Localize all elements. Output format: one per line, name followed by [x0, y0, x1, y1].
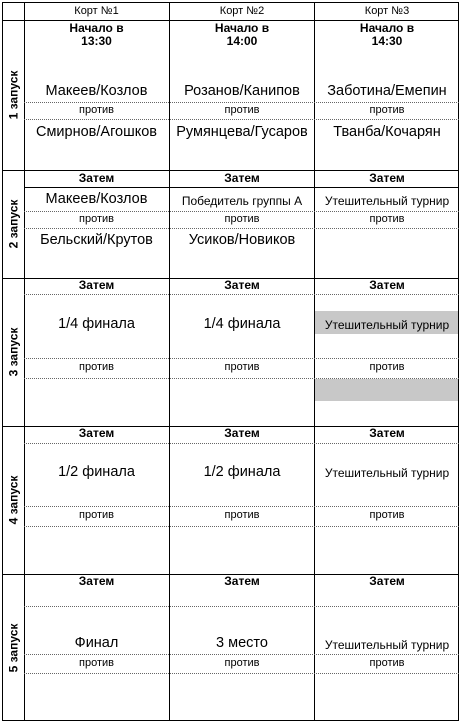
team-name: Усиков/Новиков	[188, 232, 296, 248]
round-name: 3 место	[216, 635, 268, 651]
grid-line	[169, 2, 170, 721]
round-header: Затем	[224, 172, 260, 185]
round-name: Финал	[74, 635, 119, 651]
dotted-line	[24, 654, 459, 655]
court-header-1: Корт №1	[74, 5, 119, 17]
start-label: 5 запуск	[6, 623, 21, 672]
round-header: Затем	[369, 279, 405, 292]
grid-line	[314, 2, 315, 721]
versus-label: против	[369, 104, 405, 116]
court-header-3: Корт №3	[364, 5, 410, 17]
versus-label: против	[224, 657, 260, 669]
grid-line	[2, 426, 459, 427]
round-header: Затем	[78, 279, 115, 292]
versus-label: против	[224, 361, 260, 373]
versus-label: против	[224, 213, 260, 225]
start-time: Начало в 14:30	[359, 22, 415, 48]
versus-label: против	[369, 657, 405, 669]
dotted-line	[24, 378, 459, 379]
round-header: Затем	[78, 575, 115, 588]
team-name: Розанов/Канипов	[184, 83, 300, 99]
versus-label: против	[224, 104, 260, 116]
versus-label: против	[79, 509, 114, 521]
dotted-line	[24, 294, 459, 295]
dotted-line	[24, 673, 459, 674]
dotted-line	[24, 119, 459, 120]
round-name: Утешительный турнир	[324, 318, 450, 332]
start-time: Начало в 14:00	[214, 22, 270, 48]
versus-label: против	[369, 509, 405, 521]
round-header: Затем	[369, 427, 405, 440]
start-time: Начало в 13:30	[69, 22, 124, 48]
team-name: Тванба/Кочарян	[333, 124, 441, 140]
dotted-line	[24, 358, 459, 359]
round-header: Затем	[78, 427, 115, 440]
versus-label: против	[79, 104, 114, 116]
dotted-line	[24, 506, 459, 507]
versus-label: против	[79, 657, 114, 669]
versus-label: против	[79, 361, 114, 373]
versus-label: против	[369, 213, 405, 225]
versus-label: против	[79, 213, 114, 225]
team-name: Утешительный турнир	[324, 194, 450, 208]
team-name: Заботина/Емепин	[327, 83, 447, 99]
grid-line	[2, 278, 459, 279]
grid-line	[2, 20, 459, 21]
versus-label: против	[224, 509, 260, 521]
round-name: Утешительный турнир	[324, 466, 450, 480]
round-header: Затем	[78, 172, 115, 185]
round-name: 1/2 финала	[203, 464, 281, 480]
dotted-line	[24, 526, 459, 527]
team-name: Румянцева/Гусаров	[176, 124, 308, 140]
versus-label: против	[369, 361, 405, 373]
grid-line	[2, 170, 459, 171]
start-label: 2 запуск	[6, 199, 21, 249]
start-label: 1 запуск	[6, 70, 21, 120]
dotted-line	[24, 606, 459, 607]
grid-line	[2, 574, 459, 575]
round-header: Затем	[224, 427, 260, 440]
round-header: Затем	[369, 172, 405, 185]
highlight-cell	[315, 379, 459, 401]
round-name: 1/2 финала	[58, 464, 135, 480]
round-header: Затем	[224, 279, 260, 292]
round-name: 1/4 финала	[203, 316, 281, 332]
grid-line	[24, 187, 459, 188]
grid-line	[24, 2, 25, 721]
dotted-line	[24, 102, 459, 103]
dotted-line	[24, 443, 459, 444]
grid-line	[2, 2, 3, 721]
grid-line	[2, 720, 459, 721]
team-name: Победитель группы А	[181, 194, 303, 208]
start-label: 3 запуск	[6, 327, 21, 377]
dotted-line	[24, 211, 459, 212]
schedule-sheet	[2, 2, 459, 721]
start-label: 4 запуск	[6, 475, 21, 525]
team-name: Макеев/Козлов	[45, 83, 148, 99]
round-header: Затем	[369, 575, 405, 588]
grid-line	[2, 2, 459, 3]
grid-line	[458, 2, 459, 721]
round-name: 1/4 финала	[58, 316, 135, 332]
team-name: Смирнов/Агошков	[35, 124, 158, 140]
round-header: Затем	[224, 575, 260, 588]
dotted-line	[24, 228, 459, 229]
team-name: Бельский/Крутов	[40, 232, 153, 248]
team-name: Макеев/Козлов	[45, 191, 148, 207]
court-header-2: Корт №2	[219, 5, 265, 17]
round-name: Утешительный турнир	[324, 638, 450, 652]
